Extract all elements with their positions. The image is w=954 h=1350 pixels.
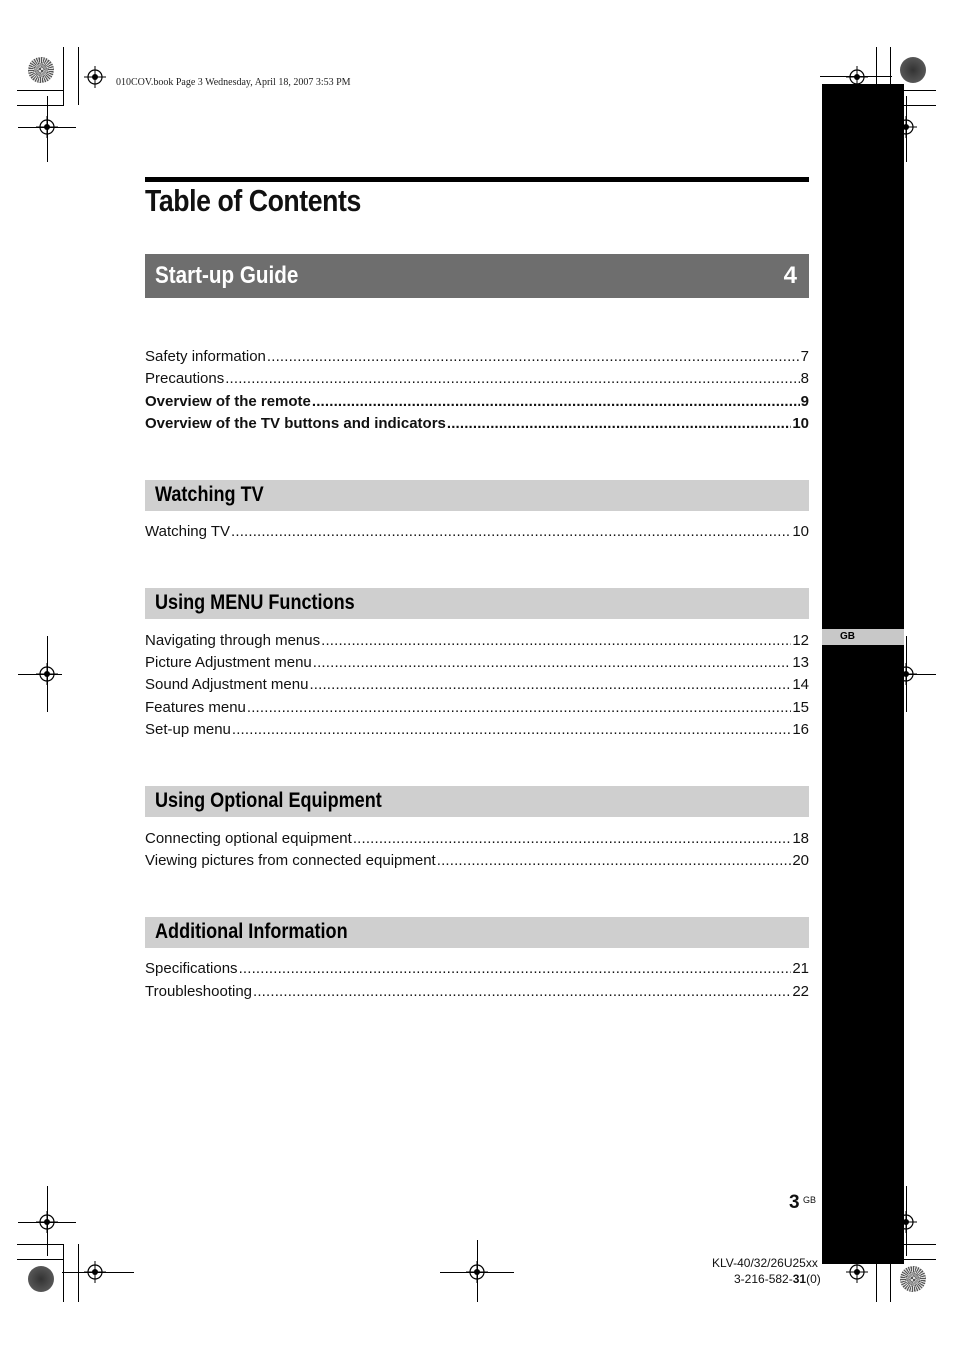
side-bar — [822, 84, 904, 1264]
calibration-dial-icon — [28, 57, 54, 83]
toc-page: 9 — [800, 393, 809, 410]
registration-mark-icon — [846, 1261, 868, 1283]
document-code-bold: 31 — [792, 1272, 807, 1286]
toc-entry[interactable] — [145, 960, 809, 978]
language-tab-label: GB — [840, 631, 855, 642]
model-number: KLV-40/32/26U25xx — [712, 1256, 818, 1270]
toc-page: 18 — [792, 830, 809, 847]
leader-dots — [312, 393, 800, 410]
toc-label: Troubleshooting — [145, 983, 253, 1000]
leader-dots — [437, 852, 792, 869]
toc-entry[interactable] — [145, 654, 809, 672]
toc-page: 7 — [800, 348, 809, 365]
section-title: Using MENU Functions — [155, 591, 355, 614]
section-title: Using Optional Equipment — [155, 789, 382, 812]
toc-entry[interactable] — [145, 523, 809, 541]
toc-page: 21 — [792, 960, 809, 977]
calibration-dial-icon — [900, 57, 926, 83]
section-title: Watching TV — [155, 483, 264, 506]
print-header: 010COV.book Page 3 Wednesday, April 18, 2007 3:53 PM — [116, 77, 351, 88]
section-header-menu-functions — [145, 588, 809, 619]
language-tab — [822, 629, 904, 645]
toc-page: 16 — [792, 721, 809, 738]
toc-label: Set-up menu — [145, 721, 231, 738]
toc-label: Connecting optional equipment — [145, 830, 352, 847]
toc-page: 12 — [792, 632, 809, 649]
page-title: Table of Contents — [145, 183, 361, 218]
leader-dots — [225, 370, 799, 387]
toc-page: 20 — [792, 852, 809, 869]
leader-dots — [309, 676, 791, 693]
toc-label: Specifications — [145, 960, 238, 977]
toc-label: Safety information — [145, 348, 266, 365]
leader-dots — [247, 699, 791, 716]
toc-entry[interactable] — [145, 676, 809, 694]
toc-label: Viewing pictures from connected equipment — [145, 852, 436, 869]
page-number-suffix: GB — [803, 1195, 817, 1205]
section-page: 4 — [783, 262, 797, 289]
leader-dots — [313, 654, 792, 671]
section-title: Start-up Guide — [155, 262, 299, 289]
toc-label: Overview of the remote — [145, 393, 311, 410]
toc-page: 10 — [792, 415, 809, 432]
toc-entry[interactable] — [145, 721, 809, 739]
toc-page: 14 — [792, 676, 809, 693]
toc-entry[interactable] — [145, 415, 809, 433]
toc-label: Features menu — [145, 699, 246, 716]
toc-page: 8 — [800, 370, 809, 387]
registration-mark-icon — [36, 663, 58, 685]
toc-entry[interactable] — [145, 632, 809, 650]
toc-entry[interactable] — [145, 983, 809, 1001]
section-title: Additional Information — [155, 920, 348, 943]
toc-page: 13 — [792, 654, 809, 671]
section-header-start-up-guide — [145, 254, 809, 298]
calibration-dial-icon — [900, 1266, 926, 1292]
leader-dots — [321, 632, 791, 649]
toc-label: Precautions — [145, 370, 225, 387]
registration-mark-icon — [36, 1211, 58, 1233]
section-header-watching-tv — [145, 480, 809, 511]
toc-label: Navigating through menus — [145, 632, 321, 649]
toc-entry[interactable] — [145, 699, 809, 717]
leader-dots — [239, 960, 792, 977]
section-header-optional-equipment — [145, 786, 809, 817]
toc-page: 10 — [792, 523, 809, 540]
document-code-suffix: (0) — [806, 1272, 821, 1286]
registration-mark-icon — [84, 66, 106, 88]
toc-label: Picture Adjustment menu — [145, 654, 312, 671]
leader-dots — [253, 983, 791, 1000]
toc-label: Watching TV — [145, 523, 231, 540]
section-header-additional-information — [145, 917, 809, 948]
toc-entry[interactable] — [145, 370, 809, 388]
registration-mark-icon — [466, 1261, 488, 1283]
toc-entry[interactable] — [145, 348, 809, 366]
leader-dots — [231, 523, 791, 540]
registration-mark-icon — [36, 116, 58, 138]
calibration-dial-icon — [28, 1266, 54, 1292]
toc-entry[interactable] — [145, 393, 809, 411]
leader-dots — [447, 415, 791, 432]
toc-page: 15 — [792, 699, 809, 716]
toc-entry[interactable] — [145, 852, 809, 870]
leader-dots — [353, 830, 791, 847]
toc-entry[interactable] — [145, 830, 809, 848]
page-number: 3 — [789, 1192, 800, 1213]
toc-label: Overview of the TV buttons and indicators — [145, 415, 446, 432]
leader-dots — [232, 721, 791, 738]
document-code — [734, 1272, 821, 1286]
title-rule — [145, 177, 809, 182]
toc-label: Sound Adjustment menu — [145, 676, 309, 693]
toc-page: 22 — [792, 983, 809, 1000]
document-code-prefix: 3-216-582- — [734, 1272, 793, 1286]
registration-mark-icon — [84, 1261, 106, 1283]
leader-dots — [267, 348, 800, 365]
